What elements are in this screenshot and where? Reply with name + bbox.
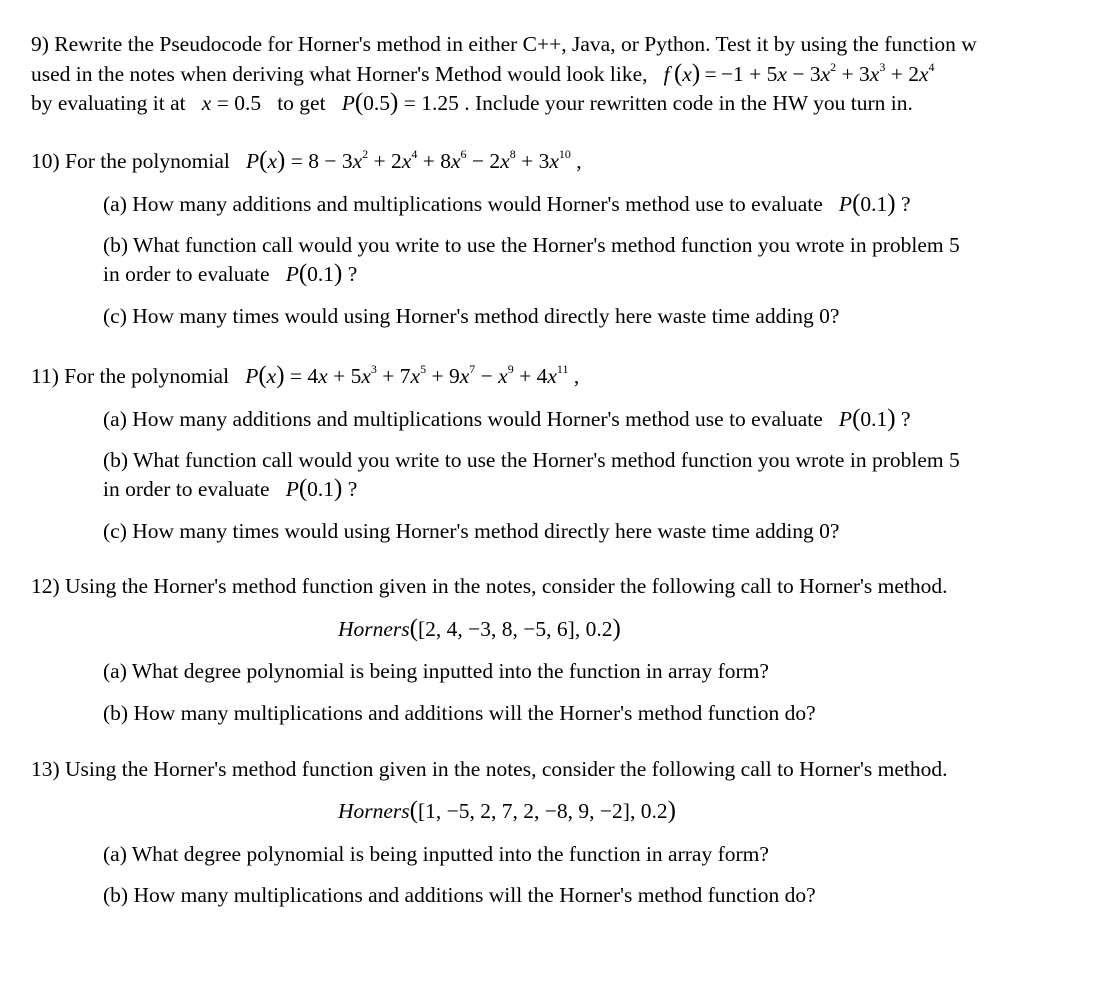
problem-10-intro-text: 10) For the polynomial: [31, 149, 230, 173]
problem-9-line-1: 9) Rewrite the Pseudocode for Horner's method in either C++, Java, or Python. Test it by using the function w: [31, 32, 977, 56]
problem-11-intro: [31, 361, 579, 391]
problem-11-c: (c) How many times would using Horner's method directly here waste time adding 0?: [103, 519, 840, 543]
problem-12-call-args: [2, 4, −3, 8, −5, 6], 0.2: [418, 617, 613, 641]
problem-10-polynomial: $P(x) = 8 - 3x^2 + 2x^4 + 8x^6 - 2x^8 + 3x^{10}$ ,: [245, 146, 582, 174]
problem-10-b-eval: P(0.1) ?: [285, 260, 358, 287]
problem-11-b-line-2: [103, 474, 357, 504]
problem-11-b-eval: P(0.1) ?: [285, 475, 358, 502]
problem-10-intro: [31, 146, 582, 176]
problem-9-line-2-text: used in the notes when deriving what Horner's Method would look like,: [31, 62, 648, 86]
problem-11-polynomial: $P(x) = 4x + 5x^3 + 7x^5 + 9x^7 - x^9 + 4x^{11}$ ,: [245, 361, 580, 389]
problem-9-line-3-text-b: to get: [277, 91, 326, 115]
problem-13-a: (a) What degree polynomial is being inputted into the function in array form?: [103, 842, 769, 866]
problem-13-b: (b) How many multiplications and additions will the Horner's method function do?: [103, 883, 816, 907]
problem-11-b-line-2-text: in order to evaluate: [103, 477, 270, 501]
problem-10-a-eval: P(0.1) ?: [838, 190, 911, 217]
problem-13-call-name: Horners: [338, 799, 410, 823]
problem-10-b-line-2: [103, 259, 357, 289]
problem-10-c: (c) How many times would using Horner's method directly here waste time adding 0?: [103, 304, 840, 328]
problem-10-b-line-2-text: in order to evaluate: [103, 262, 270, 286]
problem-9-line-3-text-a: by evaluating it at: [31, 91, 186, 115]
problem-11-intro-text: 11) For the polynomial: [31, 364, 230, 388]
problem-10-a: [103, 189, 911, 219]
problem-10-b-line-1: (b) What function call would you write to use the Horner's method function you wrote in problem 5: [103, 233, 960, 257]
problem-11-b-line-1: (b) What function call would you write to use the Horner's method function you wrote in problem 5: [103, 448, 960, 472]
problem-9-x-value: x = 0.5: [201, 91, 272, 115]
problem-12-intro: 12) Using the Horner's method function given in the notes, consider the following call to Horner's method.: [31, 574, 948, 598]
problem-9-result: P(0.5) = 1.25: [341, 89, 459, 116]
problem-11-a-eval: P(0.1) ?: [838, 405, 911, 432]
problem-9-function-formula: f $(x) = -1 + 5x - 3x^2 + 3x^3 + 2x^4$: [663, 59, 935, 87]
problem-13-call-args: [1, −5, 2, 7, 2, −8, 9, −2], 0.2: [418, 799, 668, 823]
problem-13-call: Horners([1, −5, 2, 7, 2, −8, 9, −2], 0.2): [338, 797, 676, 824]
problem-12-call: Horners([2, 4, −3, 8, −5, 6], 0.2): [338, 615, 621, 642]
problem-11-a-text: (a) How many additions and multiplications would Horner's method use to evaluate: [103, 407, 823, 431]
problem-10-a-text: (a) How many additions and multiplications would Horner's method use to evaluate: [103, 192, 823, 216]
problem-12-b: (b) How many multiplications and additions will the Horner's method function do?: [103, 701, 816, 725]
problem-13-intro: 13) Using the Horner's method function given in the notes, consider the following call to Horner's method.: [31, 757, 948, 781]
problem-9-line-3-text-c: . Include your rewritten code in the HW you turn in.: [464, 91, 913, 115]
problem-11-a: [103, 404, 911, 434]
problem-9-line-2: [31, 59, 935, 89]
problem-12-call-name: Horners: [338, 617, 410, 641]
problem-12-a: (a) What degree polynomial is being inputted into the function in array form?: [103, 659, 769, 683]
problem-9-line-3: [31, 88, 913, 118]
